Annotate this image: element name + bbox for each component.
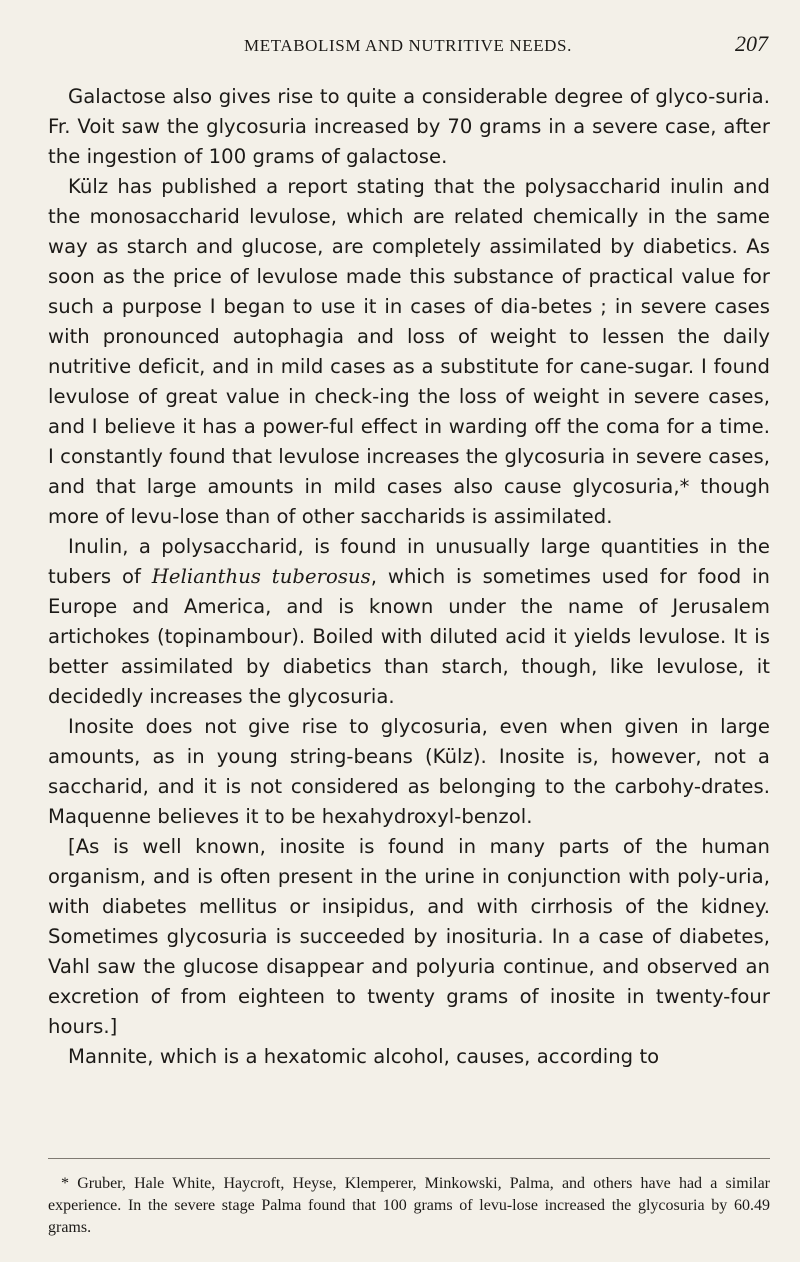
footnote-divider (48, 1158, 770, 1159)
page-number: 207 (735, 31, 768, 56)
body-text (48, 82, 770, 1072)
botanical-name: Helianthus tuberosus (151, 565, 371, 588)
chapter-running-title: METABOLISM AND NUTRITIVE NEEDS. (244, 36, 572, 55)
paragraph-kulz-levulose: Külz has published a report stating that the polysaccharid inulin and the monosaccharid levulose, which are related chemically in the same way as starch and glucose, are completely assimilated by diabetics. As soon as the price of levulose made this substance of practical value for such a purpose I began to use it in cases of dia-betes ; in severe cases with pronounced autophagia and loss of weight to lessen the daily nutritive deficit, and in mild cases as a substitute for cane-sugar. I found levulose of great value in check-ing the loss of weight in severe cases, and I believe it has a power-ful effect in warding off the coma for a time. I constantly found that levulose increases the glycosuria in severe cases, and that large amounts in mild cases also cause glycosuria,* though more of levu-lose than of other saccharids is assimilated. (48, 175, 770, 528)
inulin-text-start: Inulin, a polysaccharid, is found in unusually large quantities in the tubers of (48, 535, 770, 588)
paragraph-inulin (48, 532, 770, 712)
running-head (48, 32, 768, 60)
footnote: * Gruber, Hale White, Haycroft, Heyse, Klemperer, Minkowski, Palma, and others have had a similar experience. In the severe stage Palma found that 100 grams of levu-lose increased the glycosuria by 60.49 grams. (48, 1175, 770, 1236)
paragraph-mannite: Mannite, which is a hexatomic alcohol, causes, according to (68, 1045, 660, 1068)
paragraph-inosite: Inosite does not give rise to glycosuria, even when given in large amounts, as in young string-beans (Külz). Inosite is, however, not a saccharid, and it is not considered as belonging to the carbohy-drates. Maquenne believes it to be hexahydroxyl-benzol. (48, 715, 770, 828)
inulin-text-end: , which is sometimes used for food in Europe and America, and is known under the name of Jerusalem artichokes (topinambour). Boiled with diluted acid it yields levulose. It is better assimilated by diabetics than starch, though, like levulose, it decidedly increases the glycosuria. (48, 565, 771, 708)
paragraph-inosite-bracketed-note: [As is well known, inosite is found in many parts of the human organism, and is often present in the urine in conjunction with poly-uria, with diabetes mellitus or insipidus, and with cirrhosis of the kidney. Sometimes glycosuria is succeeded by inosituria. In a case of diabetes, Vahl saw the glucose disappear and polyuria continue, and observed an excretion of from eighteen to twenty grams of inosite in twenty-four hours.] (48, 835, 770, 1038)
paragraph-galactose: Galactose also gives rise to quite a considerable degree of glyco-suria. Fr. Voit saw the glycosuria increased by 70 grams in a severe case, after the ingestion of 100 grams of galactose. (48, 85, 770, 168)
